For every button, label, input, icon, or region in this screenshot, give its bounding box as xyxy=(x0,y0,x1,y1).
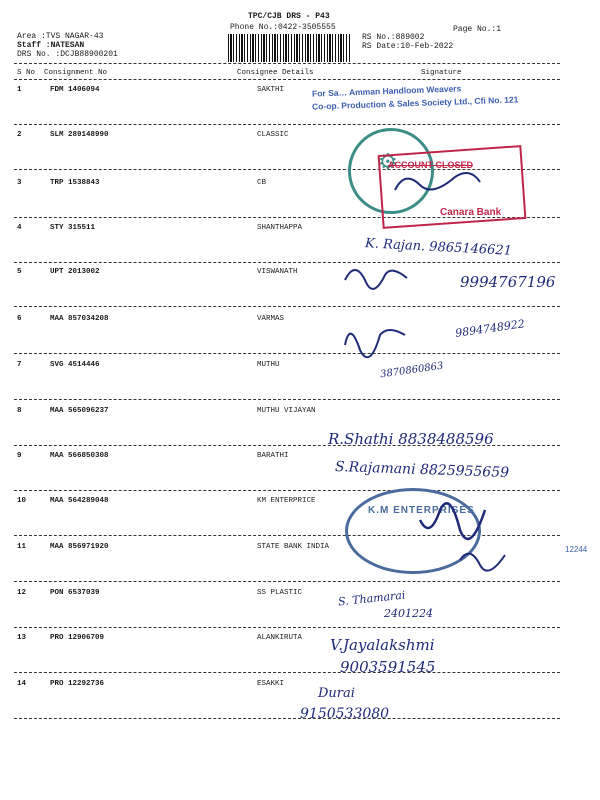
canara-bank-stamp: Canara Bank xyxy=(440,207,502,218)
row-serial-number: 1 xyxy=(17,86,22,94)
area-label: Area :TVS NAGAR-43 xyxy=(17,32,104,41)
row-consignment-number: MAA 565096237 xyxy=(50,407,109,415)
col-consignee: Consignee Details xyxy=(237,69,314,77)
drs-number: DRS No. :DCJB88900201 xyxy=(17,50,118,59)
row-consignee-name: CB xyxy=(257,179,267,187)
row-serial-number: 8 xyxy=(17,407,22,415)
row-consignment-number: STY 315511 xyxy=(50,224,96,232)
row-serial-number: 7 xyxy=(17,361,22,369)
row-consignment-number: SVG 4514446 xyxy=(50,361,100,369)
row-serial-number: 9 xyxy=(17,452,22,460)
col-consignment: Consignment No xyxy=(44,69,108,77)
row-consignee-name: MUTHU xyxy=(257,361,280,369)
handwriting-row13-name: V.Jayalakshmi xyxy=(330,636,435,654)
row-consignment-number: MAA 857034208 xyxy=(50,315,109,323)
col-sno: S No xyxy=(17,69,36,77)
handwriting-row9: S.Rajamani 8825955659 xyxy=(334,458,510,482)
handwriting-row6: 9894748922 xyxy=(454,317,526,340)
row-consignment-number: MAA 856971920 xyxy=(50,543,109,551)
row-serial-number: 4 xyxy=(17,224,22,232)
row-consignment-number: SLM 289148990 xyxy=(50,131,109,139)
handwriting-row12-name: S. Thamarai xyxy=(337,588,406,609)
row-serial-number: 10 xyxy=(17,497,27,505)
row-serial-number: 12 xyxy=(17,589,27,597)
row-serial-number: 13 xyxy=(17,634,27,642)
row-consignment-number: TRP 1538843 xyxy=(50,179,100,187)
row-serial-number: 6 xyxy=(17,315,22,323)
row-consignment-number: UPT 2013002 xyxy=(50,268,100,276)
handwriting-row7: 3870860863 xyxy=(379,360,445,381)
row-consignee-name: VARMAS xyxy=(257,315,285,323)
row-consignee-name: ESAKKI xyxy=(257,680,285,688)
handwriting-row8: R.Shathi 8838488596 xyxy=(328,430,494,448)
row-consignment-number: PON 6537039 xyxy=(50,589,100,597)
row-serial-number: 3 xyxy=(17,179,22,187)
handwriting-row12-number: 2401224 xyxy=(384,607,433,620)
phone-number: Phone No.:0422-3505555 xyxy=(230,23,336,32)
row-consignment-number: MAA 564289048 xyxy=(50,497,109,505)
row-consignee-name: MUTHU VIJAYAN xyxy=(257,407,316,415)
sbi-stamp-code: 12244 xyxy=(565,545,588,554)
handwriting-row14-name: Durai xyxy=(318,686,355,701)
rs-number: RS No.:889002 xyxy=(362,33,425,42)
row-consignment-number: PRO 12906709 xyxy=(50,634,105,642)
row-consignee-name: STATE BANK INDIA xyxy=(257,543,330,551)
account-closed-stamp: ACCOUNT CLOSED xyxy=(388,160,473,170)
row-consignee-name: BARATHI xyxy=(257,452,289,460)
row-consignment-number: MAA 566850308 xyxy=(50,452,109,460)
row-serial-number: 5 xyxy=(17,268,22,276)
row-consignee-name: CLASSIC xyxy=(257,131,289,139)
row-consignee-name: ALANKIRUTA xyxy=(257,634,303,642)
seal-emblem-icon: ⚙ xyxy=(378,150,398,175)
row-consignee-name: KM ENTERPRICE xyxy=(257,497,316,505)
handwriting-row4: K. Rajan. 9865146621 xyxy=(364,236,513,259)
row-consignee-name: SS PLASTIC xyxy=(257,589,303,597)
km-enterprises-stamp: K.M ENTERPRISES xyxy=(368,505,475,516)
handwriting-row14-number: 9150533080 xyxy=(300,706,390,722)
row-consignment-number: FDM 1406094 xyxy=(50,86,100,94)
society-stamp-line2: Co-op. Production & Sales Society Ltd., Cfi No. 121 xyxy=(311,94,519,112)
rs-date: RS Date:10-Feb-2022 xyxy=(362,42,454,51)
row-consignee-name: VISWANATH xyxy=(257,268,298,276)
document-title: TPC/CJB DRS - P43 xyxy=(248,12,330,21)
handwriting-row5: 9994767196 xyxy=(460,273,556,291)
staff-label: Staff :NATESAN xyxy=(17,41,85,50)
row-consignment-number: PRO 12292736 xyxy=(50,680,105,688)
page-number: Page No.:1 xyxy=(453,25,502,34)
row-consignee-name: SHANTHAPPA xyxy=(257,224,303,232)
row-consignee-name: SAKTHI xyxy=(257,86,285,94)
society-stamp-line1: For Sa… Amman Handloom Weavers xyxy=(311,83,462,99)
row-serial-number: 2 xyxy=(17,131,22,139)
row-serial-number: 14 xyxy=(17,680,27,688)
col-signature: Signature xyxy=(421,69,462,77)
row-serial-number: 11 xyxy=(17,543,27,551)
handwriting-row13-number: 9003591545 xyxy=(340,658,436,676)
